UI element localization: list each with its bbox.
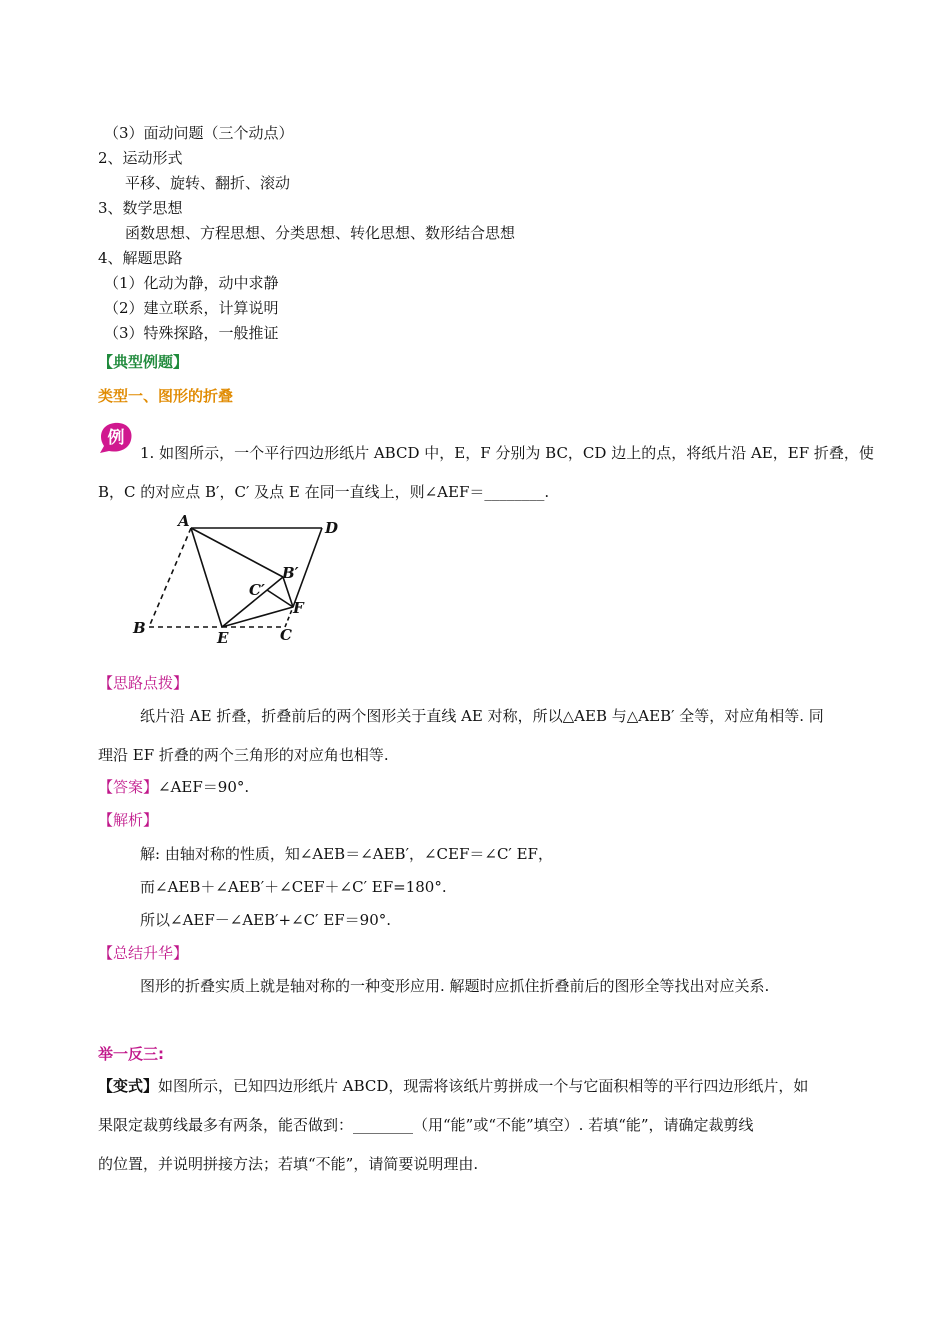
hint-line-2: 理沿 EF 折叠的两个三角形的对应角也相等. <box>98 746 389 764</box>
variant-line-1 <box>98 1076 808 1096</box>
heading-solving-ideas: 4、解题思路 <box>98 249 183 267</box>
math-thoughts: 函数思想、方程思想、分类思想、转化思想、数形结合思想 <box>125 224 516 242</box>
motion-forms: 平移、旋转、翻折、滚动 <box>125 174 291 192</box>
variant-text-1: 如图所示，已知四边形纸片 ABCD，现需将该纸片剪拼成一个与它面积相等的平行四边形纸片，如 <box>158 1077 809 1095</box>
answer-text: ∠AEF＝90°. <box>158 778 250 796</box>
label-b: B <box>133 619 146 637</box>
hint-head: 【思路点拨】 <box>98 674 189 692</box>
analysis-line-1: 解: 由轴对称的性质，知∠AEB＝∠AEB′，∠CEF＝∠C′ EF， <box>140 845 553 863</box>
analysis-line-3: 所以∠AEF－∠AEB′+∠C′ EF＝90°. <box>140 911 392 929</box>
label-b-prime: B′ <box>282 564 299 582</box>
label-f: F <box>293 599 304 617</box>
heading-motion-form: 2、运动形式 <box>98 149 183 167</box>
idea-2: （2）建立联系，计算说明 <box>104 299 279 317</box>
label-d: D <box>325 519 339 537</box>
summary-line-1: 图形的折叠实质上就是轴对称的一种变形应用. 解题时应抓住折叠前后的图形全等找出对应关系. <box>140 977 770 995</box>
analysis-head: 【解析】 <box>98 811 159 829</box>
variant-title: 举一反三: <box>98 1045 164 1063</box>
badge-char: 例 <box>107 428 125 448</box>
variant-line-2: 果限定裁剪线最多有两条，能否做到：________（用“能”或“不能”填空）. 若填“能”，请确定裁剪线 <box>98 1116 754 1134</box>
type-title: 类型一、图形的折叠 <box>98 387 234 405</box>
parallelogram-fold-figure <box>125 510 350 650</box>
item-3-face-motion: （3）面动问题（三个动点） <box>104 124 294 142</box>
heading-math-thought: 3、数学思想 <box>98 199 183 217</box>
dashed-cf <box>285 607 293 627</box>
section-title: 【典型例题】 <box>98 353 189 371</box>
variant-line-3: 的位置，并说明拼接方法；若填“不能”，请简要说明理由. <box>98 1155 479 1173</box>
label-a: A <box>178 512 190 530</box>
label-c-prime: C′ <box>249 581 265 599</box>
edge-c-prime-f <box>267 590 293 607</box>
question-1-line-2: B，C 的对应点 B′，C′ 及点 E 在同一直线上，则∠AEF＝________. <box>98 483 550 501</box>
idea-3: （3）特殊探路，一般推证 <box>104 324 279 342</box>
label-e: E <box>217 629 229 647</box>
analysis-line-2: 而∠AEB＋∠AEB′＋∠CEF＋∠C′ EF=180°. <box>140 878 447 896</box>
answer-head: 【答案】 <box>98 778 159 796</box>
hint-line-1: 纸片沿 AE 折叠，折叠前后的两个图形关于直线 AE 对称，所以△AEB 与△AEB′ 全等，对应角相等. 同 <box>140 707 824 725</box>
variant-tag: 【变式】 <box>98 1077 159 1095</box>
dashed-ab <box>149 528 191 627</box>
question-1-line-1: 1. 如图所示，一个平行四边形纸片 ABCD 中，E，F 分别为 BC，CD 边上的点，将纸片沿 AE，EF 折叠，使 <box>140 444 874 462</box>
example-badge-icon <box>97 420 135 454</box>
answer-line <box>98 777 249 797</box>
idea-1: （1）化动为静，动中求静 <box>104 274 279 292</box>
edge-ef <box>222 607 293 627</box>
label-c: C <box>280 626 292 644</box>
summary-head: 【总结升华】 <box>98 944 189 962</box>
